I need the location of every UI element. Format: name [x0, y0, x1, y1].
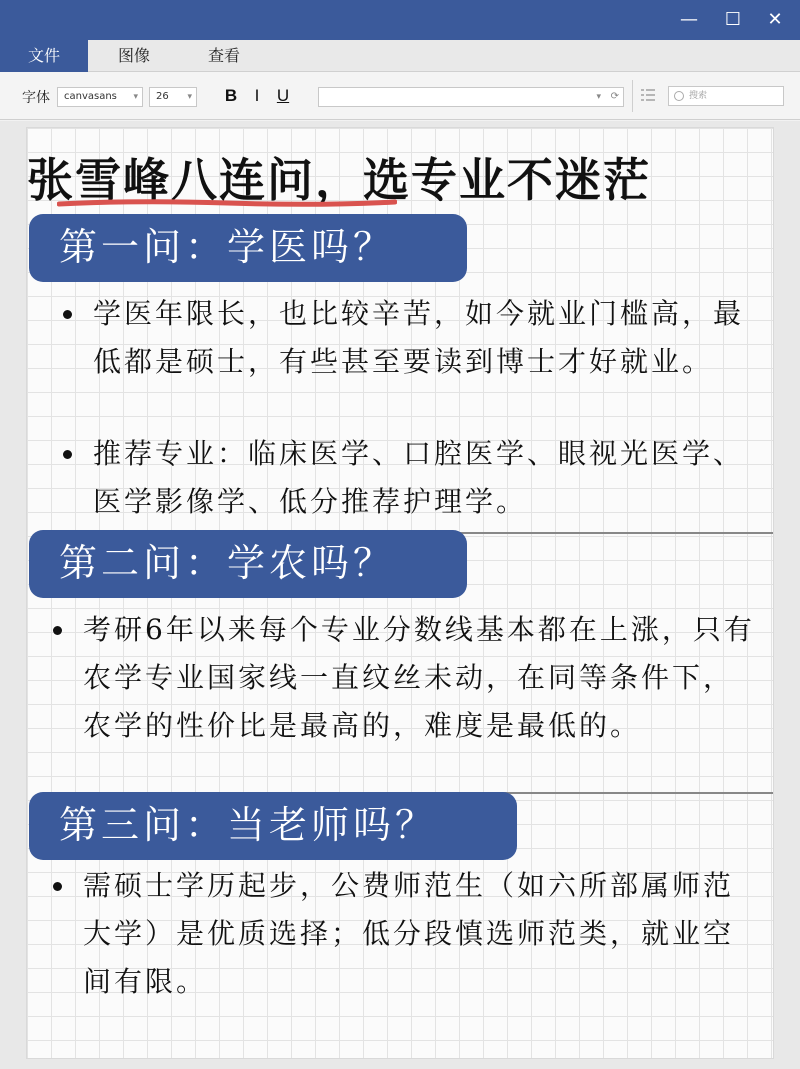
menu-file[interactable]: 文件 [0, 40, 88, 72]
list-icon[interactable] [641, 87, 655, 103]
list-item: 学医年限长，也比较辛苦，如今就业门槛高，最低都是硕士，有些甚至要读到博士才好就业。 [93, 290, 753, 386]
list-item: 需硕士学历起步，公费师范生（如六所部属师范大学）是优质选择；低分段慎选师范类，就业空间有限。 [83, 862, 743, 1006]
title-underline [57, 198, 397, 208]
title-bar [0, 0, 800, 40]
section-divider [447, 532, 773, 534]
section-divider [497, 792, 773, 794]
bold-button[interactable]: B [224, 86, 238, 105]
menu-view[interactable]: 查看 [207, 46, 240, 65]
font-family-select[interactable] [57, 87, 143, 107]
search-input[interactable] [668, 86, 784, 106]
document-area [0, 121, 800, 1069]
search-placeholder: 搜索 [689, 91, 708, 101]
menu-image[interactable]: 图像 [117, 46, 150, 65]
chevron-down-icon: ▾ [187, 92, 192, 102]
bullet-dot [53, 882, 62, 891]
close-button[interactable]: ✕ [767, 9, 783, 30]
list-item: 推荐专业：临床医学、口腔医学、眼视光医学、医学影像学、低分推荐护理学。 [93, 430, 753, 526]
underline-button[interactable]: U [276, 86, 290, 105]
document-page[interactable] [26, 127, 774, 1059]
section-heading-2: 第二问：学农吗？ [29, 530, 467, 598]
chevron-down-icon: ▾ [596, 92, 601, 102]
italic-button[interactable]: I [254, 86, 260, 105]
chevron-down-icon: ▾ [133, 92, 138, 102]
text-input[interactable] [318, 87, 624, 107]
section-heading-1: 第一问：学医吗？ [29, 214, 467, 282]
maximize-button[interactable]: ☐ [724, 9, 742, 30]
menu-bar [0, 40, 800, 72]
font-size-select[interactable] [149, 87, 197, 107]
font-size-value: 26 [156, 91, 169, 102]
bullet-dot [63, 310, 72, 319]
list-item: 考研6年以来每个专业分数线基本都在上涨，只有农学专业国家线一直纹丝未动，在同等条件下，农学的性价比是最高的，难度是最低的。 [83, 606, 763, 750]
page-title: 张雪峰八连问，选专业不迷茫 [27, 153, 651, 207]
font-label: 字体 [22, 90, 50, 106]
refresh-icon[interactable]: ⟳ [610, 91, 619, 102]
font-family-value: canvasans [64, 91, 117, 102]
search-icon [674, 91, 684, 101]
bullet-dot [63, 450, 72, 459]
minimize-button[interactable]: — [680, 9, 698, 30]
bullet-dot [53, 626, 62, 635]
toolbar-divider [632, 80, 633, 112]
section-heading-3: 第三问：当老师吗？ [29, 792, 517, 860]
